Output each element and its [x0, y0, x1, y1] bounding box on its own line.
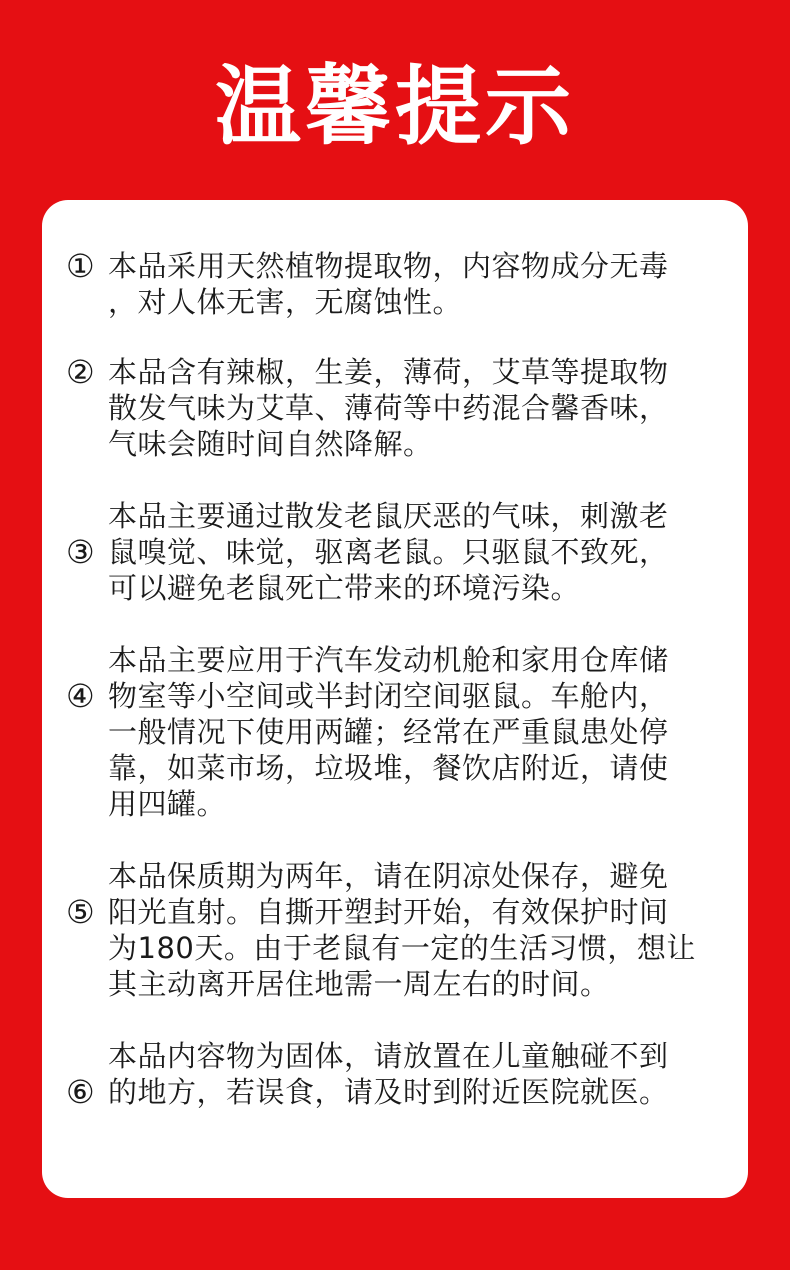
tip-line: 本品含有辣椒，生姜，薄荷，艾草等提取物 [108, 355, 669, 389]
tip-line: 靠，如菜市场，垃圾堆，餐饮店附近，请使 [108, 751, 669, 785]
tip-line: 可以避免老鼠死亡带来的环境污染。 [108, 571, 581, 605]
tip-line: 其主动离开居住地需一周左右的时间。 [108, 967, 610, 1001]
tip-line: 本品保质期为两年，请在阴凉处保存，避免 [108, 859, 669, 893]
tip-number: ⑥ [66, 1073, 95, 1111]
tip-number: ① [66, 247, 95, 285]
tip-line: 本品主要通过散发老鼠厌恶的气味，刺激老 [108, 499, 669, 533]
tip-text [108, 354, 748, 462]
tip-line: 散发气味为艾草、薄荷等中药混合馨香味， [108, 391, 669, 425]
tip-text [108, 1038, 748, 1110]
tip-line: ，对人体无害，无腐蚀性。 [108, 285, 463, 319]
tip-line: 物室等小空间或半封闭空间驱鼠。车舱内， [108, 679, 669, 713]
tip-line: 气味会随时间自然降解。 [108, 427, 433, 461]
tip-line: 阳光直射。自撕开塑封开始，有效保护时间 [108, 895, 669, 929]
tip-line: 鼠嗅觉、味觉，驱离老鼠。只驱鼠不致死， [108, 535, 669, 569]
tip-line: 的地方，若误食，请及时到附近医院就医。 [108, 1075, 669, 1109]
tip-line: 本品采用天然植物提取物，内容物成分无毒 [108, 249, 669, 283]
tip-text [108, 248, 748, 320]
tip-line: 本品主要应用于汽车发动机舱和家用仓库储 [108, 643, 669, 677]
tip-number: ④ [66, 677, 95, 715]
tip-line: 本品内容物为固体，请放置在儿童触碰不到 [108, 1039, 669, 1073]
tip-number: ② [66, 353, 95, 391]
tip-line: 一般情况下使用两罐；经常在严重鼠患处停 [108, 715, 669, 749]
tip-number: ⑤ [66, 893, 95, 931]
tip-line: 为180天。由于老鼠有一定的生活习惯，想让 [108, 931, 696, 965]
tip-text [108, 642, 748, 822]
tip-number: ③ [66, 533, 95, 571]
tip-text [108, 858, 748, 1002]
page-title: 温馨提示 [215, 57, 575, 157]
tip-line: 用四罐。 [108, 787, 227, 821]
tip-text [108, 498, 748, 606]
